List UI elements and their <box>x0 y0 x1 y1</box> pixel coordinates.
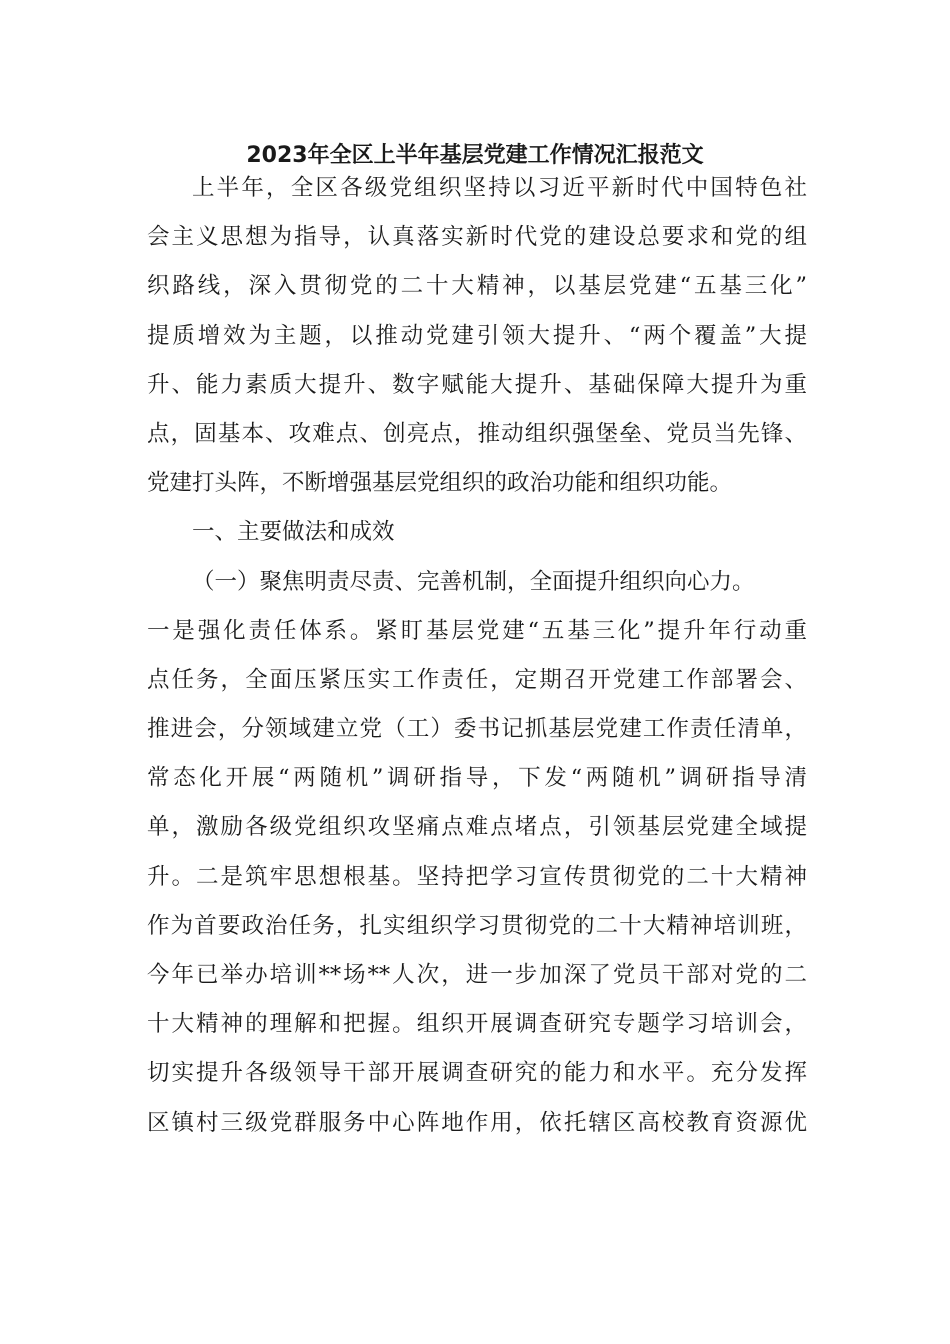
text-line: 作为首要政治任务，扎实组织学习贯彻党的二十大精神培训班， <box>147 912 807 939</box>
text-line: 提质增效为主题，以推动党建引领大提升、“两个覆盖”大提 <box>147 322 807 349</box>
text-line: 区镇村三级党群服务中心阵地作用，依托辖区高校教育资源优 <box>147 1109 807 1136</box>
text-line: 升、能力素质大提升、数字赋能大提升、基础保障大提升为重 <box>147 371 807 398</box>
text-line: 点，固基本、攻难点、创亮点，推动组织强堡垒、党员当先锋、 <box>147 420 807 447</box>
text-line: 党建打头阵，不断增强基层党组织的政治功能和组织功能。 <box>147 470 733 497</box>
text-line: 推进会，分领域建立党（工）委书记抓基层党建工作责任清单， <box>147 716 807 743</box>
text-line: 十大精神的理解和把握。组织开展调查研究专题学习培训会， <box>147 1011 807 1038</box>
subsection-heading: （一）聚焦明责尽责、完善机制，全面提升组织向心力。 <box>192 568 755 595</box>
section-heading: 一、主要做法和成效 <box>192 519 395 546</box>
text-line: 一是强化责任体系。紧盯基层党建“五基三化”提升年行动重 <box>147 617 807 644</box>
document-title: 2023年全区上半年基层党建工作情况汇报范文 <box>246 143 704 168</box>
text-line: 今年已举办培训**场**人次，进一步加深了党员干部对党的二 <box>147 962 807 988</box>
text-line: 升。二是筑牢思想根基。坚持把学习宣传贯彻党的二十大精神 <box>147 863 807 890</box>
text-line: 上半年，全区各级党组织坚持以习近平新时代中国特色社 <box>192 175 807 201</box>
text-line: 点任务，全面压紧压实工作责任，定期召开党建工作部署会、 <box>147 666 807 693</box>
text-line: 切实提升各级领导干部开展调查研究的能力和水平。充分发挥 <box>147 1060 807 1087</box>
text-line: 常态化开展“两随机”调研指导，下发“两随机”调研指导清 <box>147 765 807 792</box>
text-line: 会主义思想为指导，认真落实新时代党的建设总要求和党的组 <box>147 224 807 251</box>
document-body <box>147 164 807 1148</box>
text-line: 单，激励各级党组织攻坚痛点难点堵点，引领基层党建全域提 <box>147 814 807 841</box>
text-line: 织路线，深入贯彻党的二十大精神，以基层党建“五基三化” <box>147 273 807 300</box>
